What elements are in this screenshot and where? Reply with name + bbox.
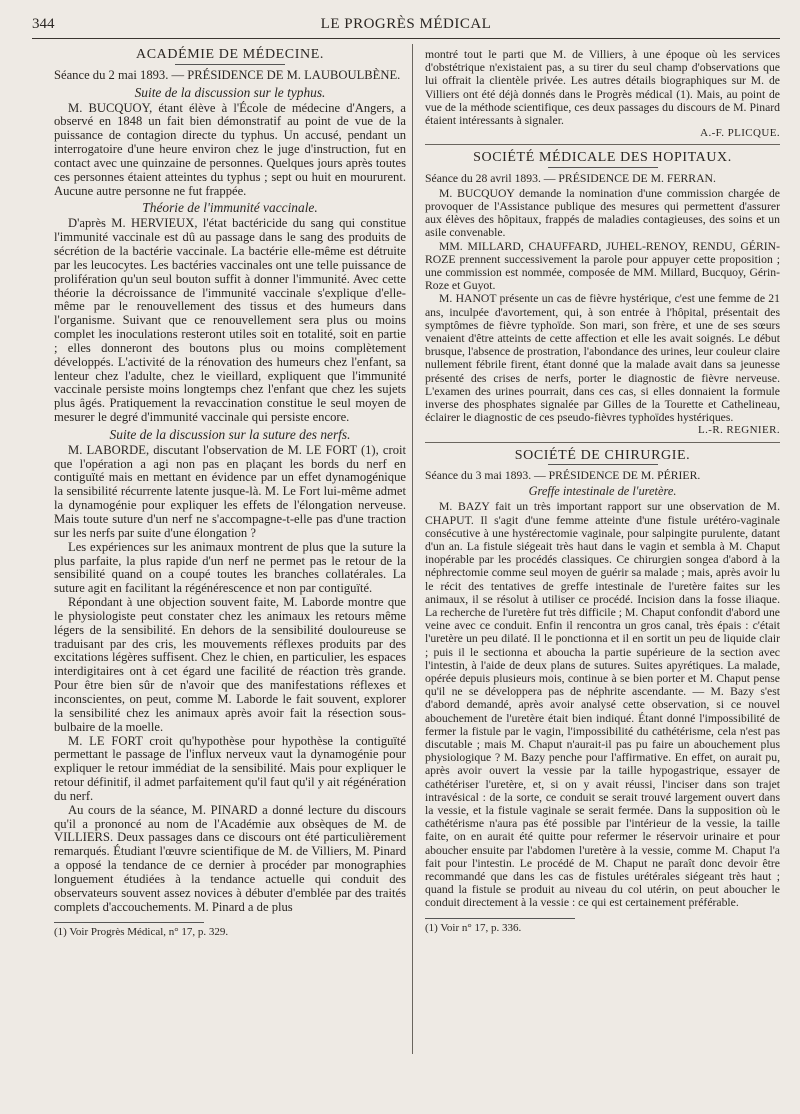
title-rule: [175, 64, 285, 65]
signature: A.-F. PLICQUE.: [700, 127, 780, 140]
subhead-suture: Suite de la discussion sur la suture des nerfs.: [109, 426, 351, 442]
separator-rule: [425, 144, 780, 145]
paragraph: D'après M. HERVIEUX, l'état bactéricide du sang qui constitue l'immunité vaccinale est dû au passage dans le sang des produits de sécrétion de la bactérie vaccinale. La bactérie elle-même est détruite par les leucocytes. Les bactéries vaccinales ont une telle puissance de prolifération qu'un seul bouton suffit à donner l'immunité. Avec cette théorie la décroissance de l'immunité vaccinale s'explique d'elle-même par le renouvellement des tissus et des humeurs dans l'organisme. Suivant que ce renouvellement sera plus ou moins complet les inoculations resteront utiles soit en totalité, soit en partie ; elles donneront des boutons plus ou moins complètement développés. L'activité de la rénovation des humeurs chez l'enfant, sa lenteur chez l'adulte, chez le vieillard, expliquent que l'immunité vaccinale persiste moins longtemps chez l'enfant que chez les sujets plus âgés. Pratiquement la revaccination constitue le seul moyen de mesurer le degré d'immunité vaccinale qui persiste encore.: [54, 216, 406, 425]
title-rule: [548, 167, 658, 168]
paragraph: M. HANOT présente un cas de fièvre hystérique, c'est une femme de 21 ans, inculpée d'avortement, qui, à son entrée à l'hôpital, présentait des symptômes de fièvre typhoïde. Son mari, son frère, et une de ses sœurs venaient d'être atteints de cette affection et elle les avait soignés. Le début brusque, l'absence de prostration, l'abondance des urines, leur couleur claire nullement fébrile firent, étant donné que la malade avait dans sa jeunesse présenté des crises de nerfs, porter le diagnostic de fièvre nerveuse. L'examen des urines pourrait, dans ces cas, si elles donnaient la formule inverse des phosphates signalée par Gilles de la Tourette et Cathelineau, éclairer le diagnostic de ces pseudo-fièvres typhoïdes hystériques.: [425, 292, 780, 425]
subhead-immunite: Théorie de l'immunité vaccinale.: [142, 200, 318, 216]
footnote-rule: [54, 922, 204, 923]
footnote: (1) Voir Progrès Médical, n° 17, p. 329.: [54, 926, 229, 939]
paragraph: M. LABORDE, discutant l'observation de M. LE FORT (1), croit que l'opération a agi non pas en plaçant les bords du nerf en contiguïté mais en mettant en évidence par un effet dynamogénique la sensibilité récurrente latente jusque-là. M. Le Fort lui-même admet la dynamogénie pour expliquer les effets de l'élongation nerveuse. Mais toute suture d'un nerf ne s'accompagne-t-elle pas d'une traction sur les nerfs par suite d'une élongation ?: [54, 442, 406, 540]
subhead-greffe: Greffe intestinale de l'uretère.: [528, 484, 677, 499]
footnote-rule: [425, 918, 575, 919]
section-title-chirurgie: SOCIÉTÉ DE CHIRURGIE.: [514, 447, 691, 463]
session-line: Séance du 28 avril 1893. — PRÉSIDENCE DE M. FERRAN.: [425, 171, 716, 185]
session-line: Séance du 3 mai 1893. — PRÉSIDENCE DE M. PÉRIER.: [425, 468, 701, 482]
paragraph: M. BUCQUOY demande la nomination d'une commission chargée de provoquer de l'Assistance publique des mesures qui permettent d'assurer aux élèves des hôpitaux, frappés de maladies contagieuses, des soins et un asile convenable.: [425, 186, 780, 240]
section-title-academie: ACADÉMIE DE MÉDECINE.: [136, 47, 324, 62]
left-column: [54, 48, 406, 940]
paragraph: M. LE FORT croit qu'hypothèse pour hypothèse la contiguïté permettant le passage de l'influx nerveux vaut la dynamogénie pour expliquer le retour immédiat de la sensibilité. Mais pour expliquer le retour définitif, il admet parfaitement qu'il faut qu'il y ait régénération du nerf.: [54, 733, 406, 803]
paragraph: M. BAZY fait un très important rapport sur une observation de M. CHAPUT. Il s'agit d'une femme atteinte d'une fistule urétéro-vaginale consécutive à une hystérectomie vaginale, pour salpingite purulente, datant d'un an. La fistule siégeait très haut dans le vagin et sembla à M. Chaput inopérable par les procédés classiques. Ce chirurgien songea d'abord à la néphrectomie comme seul moyen de guérir sa malade ; mais, après avoir lu le récit des tentatives de greffe intestinale de l'uretère faites sur les animaux, il se résolut à utiliser ce procédé. Incision dans la fosse iliaque. La recherche de l'uretère fut très difficile ; M. Chaput confondit d'abord une veine avec ce conduit. Enfin il rencontra un gros canal, très épais : c'était l'uretère un peu dilaté. Il le ponctionna et il en sortit un peu de liquide clair ; puis il le sectionna et aboucha la partie supérieure de la section avec l'intestin, à l'aide de deux plans de sutures. Suites apyrétiques. La malade, opérée depuis plusieurs mois, continue à se bien porter et M. Chaput pense qu'il ne se développera pas de néphrite ascendante. — M. Bazy s'est d'abord demandé, après avoir analysé cette observation, si ce nouvel abouchement de l'uretère était bien indiqué. Étant donné l'impossibilité de fermer la fistule par le vagin, l'impossibilité du cathétérisme, cela n'est pas discutable ; mais M. Chaput n'aurait-il pas pu faire un abouchement plus physiologique ? M. Bazy penche pour l'affirmative. En effet, on aurait pu, après avoir ouvert la vessie par la taille hypogastrique, essayer de cathétériser l'uretère, et, si on y avait réussi, l'inciser dans son trajet intravésical : de la sorte, ce conduit se serait trouvé largement ouvert dans la vessie, et la fistule vaginale se serait fermée. Dans la supposition où le cathétérisme n'aura pas été possible par l'intérieur de la vessie, la taille faite, on en aurait été quitte pour refermer le réservoir urinaire et pour aboucher ensuite par l'abdomen l'uretère à la vessie, comme M. Chaput l'a fait pour l'intestin. Le procédé de M. Chaput ne paraît donc devoir être recommandé que dans les cas de fistules urétérales siégeant très haut ; quand la fistule se produit au niveau du col utérin, on peut aboucher le conduit directement à la vessie : ce qui est certainement préférable.: [425, 500, 780, 910]
footnote: (1) Voir n° 17, p. 336.: [425, 921, 522, 934]
paragraph: montré tout le parti que M. de Villiers, à une époque où les services d'obstétrique n'existaient pas, a su tirer du seul champ d'observations que lui offrait la clientèle privée. Les autres détails biographiques sur M. de Villiers ont été déjà donnés dans le Progrès médical (1). Mais, au point de vue de la méthode scientifique, ces deux passages du discours de M. Pinard étaient intéressants à signaler.: [425, 48, 780, 128]
paragraph: M. BUCQUOY, étant élève à l'École de médecine d'Angers, a observé en 1848 un fait bien démonstratif au point de vue de la puissance de contagion directe du typhus. Un accusé, pendant un interrogatoire d'une heure environ chez le juge d'instruction, fut en contact avec une quinzaine de personnes. Quelques jours après toutes ces personnes étaient atteintes du typhus ; sept ou huit en moururent. Aucune autre personne ne fut frappée.: [54, 100, 406, 198]
running-head: LE PROGRÈS MÉDICAL: [320, 16, 492, 32]
separator-rule: [425, 442, 780, 443]
column-divider: [412, 44, 413, 1054]
paragraph: MM. MILLARD, CHAUFFARD, JUHEL-RENOY, RENDU, GÉRIN-ROZE prennent successivement la parole pour appuyer cette proposition ; une commission est nommée, composée de MM. Millard, Bucquoy, Gérin-Roze et Guyot.: [425, 239, 780, 293]
paragraph: Répondant à une objection souvent faite, M. Laborde montre que le physiologiste peut constater chez les animaux les retours même légers de la sensibilité. En dehors de la sensibilité douloureuse se traduisant par des cris, les mouvements réflexes produits par des excitations légères suffisent. Chez le chien, en particulier, les espaces interdigitaires ont à cet égard une facilité de réaction très grande. Pour être bien sûr de n'avoir que des manifestations réflexes et inconscientes, on peut, comme M. Laborde le fait souvent, explorer la sensibilité chez les animaux après avoir fait la résection sous-bulbaire de la moelle.: [54, 595, 406, 734]
right-column: [425, 48, 780, 935]
title-rule: [548, 464, 658, 465]
paragraph: Au cours de la séance, M. PINARD a donné lecture du discours qu'il a prononcé au nom de l'Académie aux obsèques de M. de VILLIERS. Deux passages dans ce discours ont été particulièrement remarqués. Étudiant l'œuvre scientifique de M. de Villiers, M. Pinard a opposé la tendance de ce dernier à procéder par monographies longuement étudiées à la tendance actuelle qui conduit des observateurs souvent assez novices à débuter d'emblée par des traités complets d'accouchements. M. Pinard a de plus: [54, 802, 406, 914]
page-number: 344: [32, 16, 55, 32]
subhead-typhus: Suite de la discussion sur le typhus.: [134, 84, 326, 100]
section-title-hopitaux: SOCIÉTÉ MÉDICALE DES HOPITAUX.: [473, 150, 732, 166]
paragraph: Les expériences sur les animaux montrent de plus que la suture la plus parfaite, la plus rapide d'un nerf ne permet pas le retour de la sensibilité quand on a coupé toutes les branches collatérales. La suture agit en facilitant la régénérescence et non par contiguïté.: [54, 539, 406, 596]
page-header: [32, 14, 780, 39]
session-line: Séance du 2 mai 1893. — PRÉSIDENCE DE M. LAUBOULBÈNE.: [54, 67, 401, 82]
signature: L.-R. REGNIER.: [698, 424, 780, 437]
